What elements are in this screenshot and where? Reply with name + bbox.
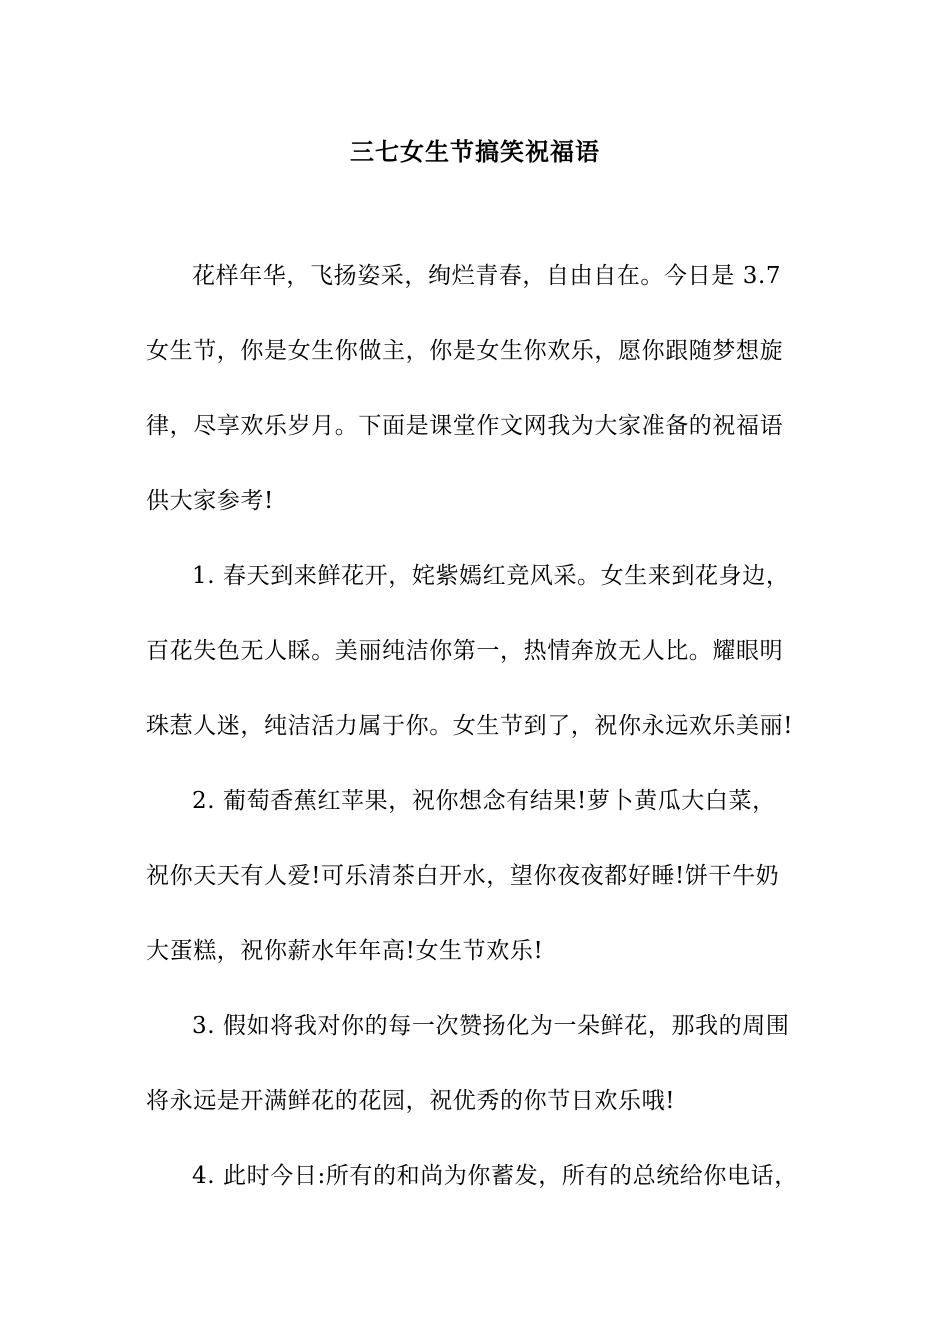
- text-line: 1. 春天到来鲜花开，姹紫嫣红竞风采。女生来到花身边，: [192, 563, 790, 589]
- text-line: 供大家参考!: [146, 488, 274, 514]
- text-line: 大蛋糕，祝你薪水年年高!女生节欢乐!: [146, 938, 544, 964]
- text-line: 4. 此时今日:所有的和尚为你蓄发，所有的总统给你电话，: [192, 1163, 798, 1189]
- text-line: 百花失色无人睬。美丽纯洁你第一，热情奔放无人比。耀眼明: [146, 638, 784, 664]
- text-line: 珠惹人迷，纯洁活力属于你。女生节到了，祝你永远欢乐美丽!: [146, 713, 794, 739]
- text-line: 祝你天天有人爱!可乐清茶白开水，望你夜夜都好睡!饼干牛奶: [146, 863, 780, 889]
- text-line: 3. 假如将我对你的每一次赞扬化为一朵鲜花，那我的周围: [192, 1013, 790, 1039]
- text-line: 律，尽享欢乐岁月。下面是课堂作文网我为大家准备的祝福语: [146, 413, 784, 439]
- text-line: 花样年华，飞扬姿采，绚烂青春，自由自在。今日是 3.7: [192, 263, 782, 289]
- text-line: 女生节，你是女生你做主，你是女生你欢乐，愿你跟随梦想旋: [146, 338, 784, 364]
- document-title: 三七女生节搞笑祝福语: [350, 137, 600, 166]
- text-line: 2. 葡萄香蕉红苹果，祝你想念有结果!萝卜黄瓜大白菜，: [192, 788, 776, 814]
- text-line: 将永远是开满鲜花的花园，祝优秀的你节日欢乐哦!: [146, 1088, 676, 1114]
